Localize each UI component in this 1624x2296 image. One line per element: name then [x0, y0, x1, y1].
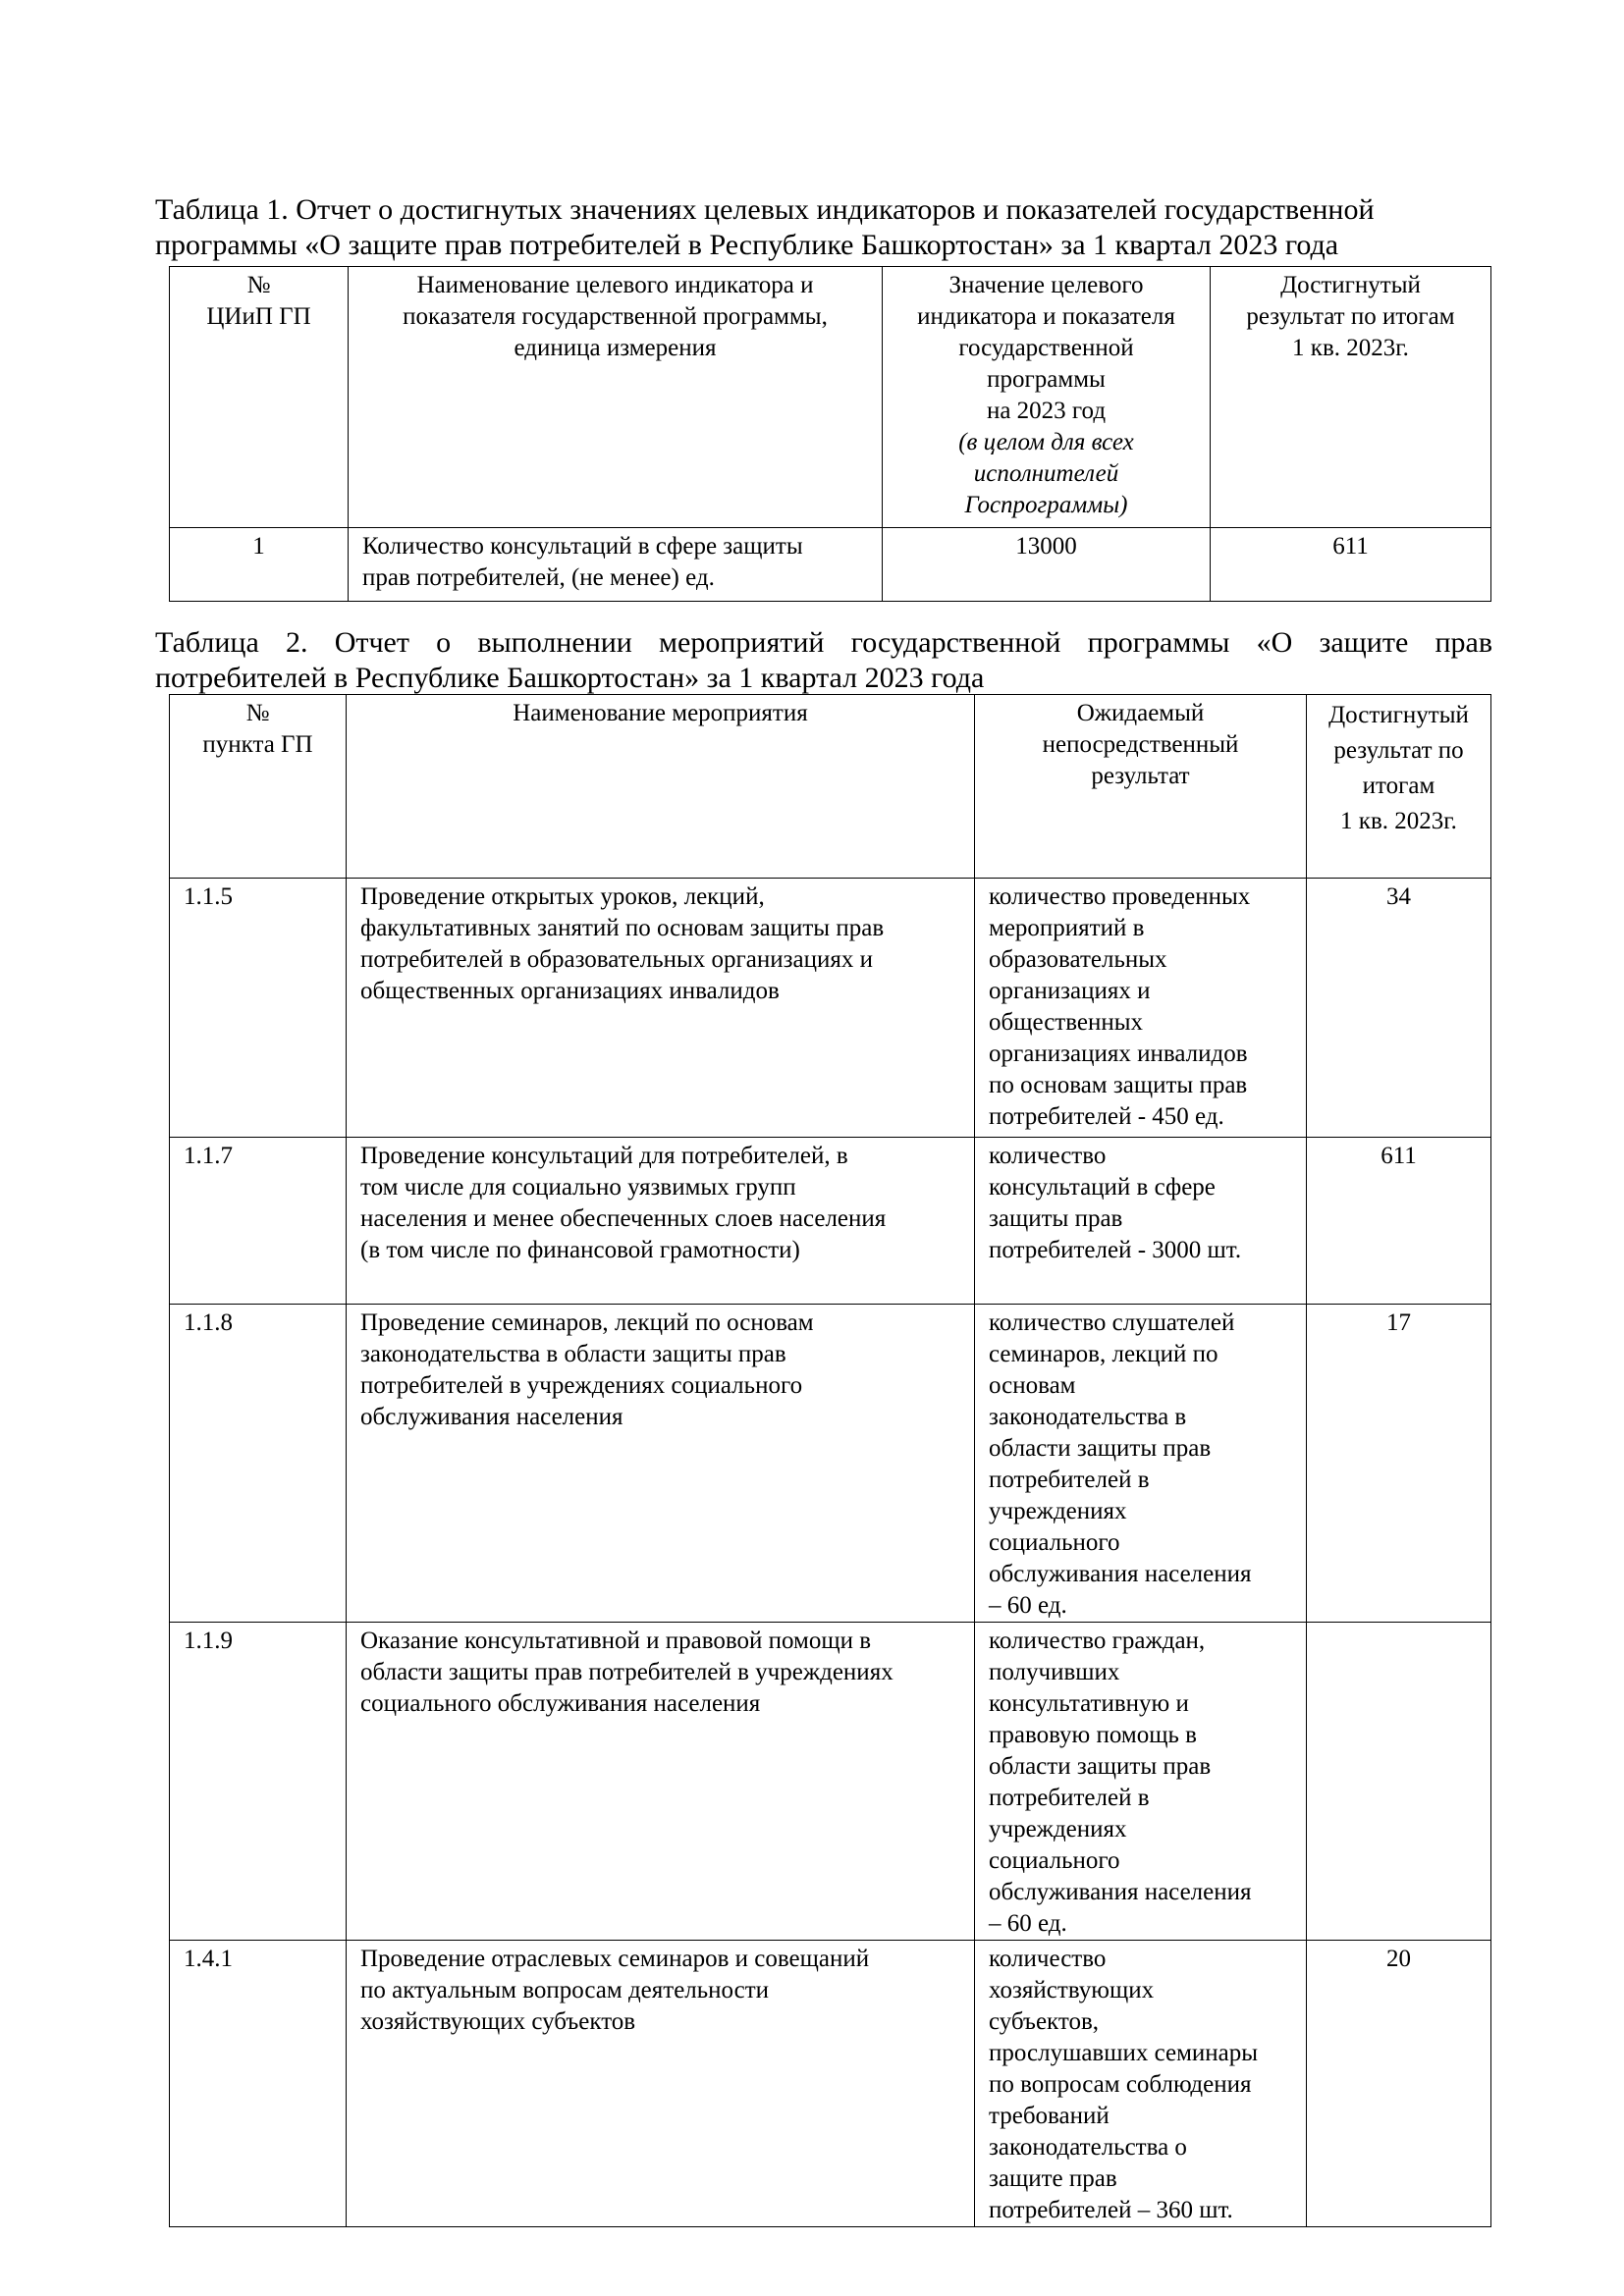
row-name	[349, 528, 883, 602]
table2-header-row	[170, 695, 1491, 879]
table1-caption-line1: Таблица 1. Отчет о достигнутых значениях целевых индикаторов и показателей государственной	[155, 193, 1375, 226]
cell-line: защите прав	[989, 2165, 1117, 2192]
table1-caption	[155, 192, 1492, 263]
cell-line: законодательства в области защиты прав	[360, 1341, 786, 1367]
cell-line: количество	[989, 1946, 1107, 1972]
cell-line: требований	[989, 2103, 1110, 2129]
cell-line: Количество консультаций в сфере защиты	[362, 533, 803, 560]
cell-line: консультативную и	[989, 1690, 1189, 1717]
header-text: №	[246, 272, 271, 298]
cell-line: Проведение семинаров, лекций по основам	[360, 1309, 814, 1336]
table2-header-name: Наименование мероприятия	[347, 695, 975, 879]
table-row	[170, 528, 1491, 602]
header-text: Достигнутый	[1280, 272, 1421, 298]
table2-header-expected	[975, 695, 1307, 879]
cell-line: учреждениях	[989, 1816, 1127, 1842]
cell-line: потребителей – 360 шт.	[989, 2197, 1233, 2223]
row-num: 1.1.9	[170, 1623, 347, 1941]
header-text: итогам	[1362, 773, 1435, 799]
row-expected	[975, 1941, 1307, 2227]
cell-line: (в том числе по финансовой грамотности)	[360, 1237, 800, 1263]
header-text: результат по	[1333, 737, 1464, 764]
cell-line: Проведение открытых уроков, лекций,	[360, 883, 765, 910]
cell-line: общественных организациях инвалидов	[360, 978, 780, 1004]
header-text: на 2023 год	[986, 398, 1107, 424]
header-text: программы	[987, 366, 1106, 393]
row-name	[347, 879, 975, 1138]
cell-line: области защиты прав потребителей в учреждениях	[360, 1659, 893, 1685]
header-text: Достигнутый	[1328, 702, 1469, 728]
cell-line: области защиты прав	[989, 1435, 1212, 1462]
header-text: Наименование целевого индикатора и	[416, 272, 814, 298]
row-result: 34	[1307, 879, 1491, 1138]
cell-line: обслуживания населения	[989, 1561, 1252, 1587]
cell-line: потребителей в	[989, 1785, 1150, 1811]
table1-header-num	[170, 267, 349, 528]
header-text: показателя государственной программы,	[403, 303, 828, 330]
cell-line: – 60 ед.	[989, 1910, 1067, 1937]
cell-line: хозяйствующих субъектов	[360, 2008, 636, 2035]
row-num: 1.4.1	[170, 1941, 347, 2227]
row-name	[347, 1138, 975, 1305]
row-num: 1.1.8	[170, 1305, 347, 1623]
header-note: (в целом для всех	[958, 429, 1134, 455]
cell-line: по актуальным вопросам деятельности	[360, 1977, 770, 2003]
cell-line: потребителей - 3000 шт.	[989, 1237, 1242, 1263]
cell-line: законодательства о	[989, 2134, 1187, 2161]
cell-line: консультаций в сфере	[989, 1174, 1216, 1201]
cell-line: Проведение отраслевых семинаров и совещаний	[360, 1946, 870, 1972]
row-expected	[975, 1623, 1307, 1941]
cell-line: организациях инвалидов	[989, 1041, 1248, 1067]
cell-line: количество	[989, 1143, 1107, 1169]
row-name	[347, 1941, 975, 2227]
header-text: №	[245, 700, 270, 726]
row-value: 13000	[883, 528, 1211, 602]
cell-line: количество граждан,	[989, 1628, 1206, 1654]
row-expected	[975, 879, 1307, 1138]
cell-line: потребителей - 450 ед.	[989, 1103, 1224, 1130]
cell-line: по вопросам соблюдения	[989, 2071, 1252, 2098]
cell-line: населения и менее обеспеченных слоев населения	[360, 1205, 887, 1232]
header-text: 1 кв. 2023г.	[1292, 335, 1409, 361]
cell-line: обслуживания населения	[360, 1404, 623, 1430]
cell-line: защиты прав	[989, 1205, 1123, 1232]
cell-line: образовательных	[989, 946, 1167, 973]
cell-line: Проведение консультаций для потребителей, в	[360, 1143, 848, 1169]
table1-header-name	[349, 267, 883, 528]
cell-line: общественных	[989, 1009, 1144, 1036]
cell-line: обслуживания населения	[989, 1879, 1252, 1905]
header-text: Значение целевого	[948, 272, 1144, 298]
cell-line: получивших	[989, 1659, 1120, 1685]
cell-line: прав потребителей, (не менее) ед.	[362, 564, 715, 591]
row-result: 611	[1211, 528, 1491, 602]
table1-header-row	[170, 267, 1491, 528]
row-result: 17	[1307, 1305, 1491, 1623]
cell-line: организациях и	[989, 978, 1151, 1004]
table-row	[170, 1941, 1491, 2227]
header-text: единица измерения	[514, 335, 717, 361]
table2-header-num	[170, 695, 347, 879]
row-name	[347, 1623, 975, 1941]
indicators-table	[169, 266, 1491, 602]
header-note: исполнителей	[973, 460, 1119, 487]
cell-line: правовую помощь в	[989, 1722, 1197, 1748]
header-note: Госпрограммы)	[964, 492, 1128, 518]
cell-line: законодательства в	[989, 1404, 1187, 1430]
table-row	[170, 1138, 1491, 1305]
cell-line: мероприятий в	[989, 915, 1145, 941]
cell-line: социального обслуживания населения	[360, 1690, 761, 1717]
cell-line: потребителей в учреждениях социального	[360, 1372, 803, 1399]
header-text: пункта ГП	[202, 731, 313, 758]
header-text: непосредственный	[1042, 731, 1239, 758]
cell-line: потребителей в образовательных организациях и	[360, 946, 874, 973]
cell-line: прослушавших семинары	[989, 2040, 1259, 2066]
activities-table	[169, 694, 1491, 2227]
cell-line: том числе для социально уязвимых групп	[360, 1174, 796, 1201]
cell-line: области защиты прав	[989, 1753, 1212, 1780]
header-text: индикатора и показателя	[917, 303, 1175, 330]
table1-header-result	[1211, 267, 1491, 528]
cell-line: хозяйствующих	[989, 1977, 1155, 2003]
row-num: 1.1.7	[170, 1138, 347, 1305]
header-text: результат по итогам	[1246, 303, 1455, 330]
row-name	[347, 1305, 975, 1623]
cell-line: субъектов,	[989, 2008, 1100, 2035]
cell-line: семинаров, лекций по	[989, 1341, 1218, 1367]
header-text: государственной	[958, 335, 1134, 361]
header-text: Ожидаемый	[1076, 700, 1205, 726]
cell-line: учреждениях	[989, 1498, 1127, 1524]
row-result: 20	[1307, 1941, 1491, 2227]
table1-header-value	[883, 267, 1211, 528]
row-result: 611	[1307, 1138, 1491, 1305]
header-text: 1 кв. 2023г.	[1340, 808, 1457, 834]
table-row	[170, 879, 1491, 1138]
row-expected	[975, 1305, 1307, 1623]
header-text: ЦИиП ГП	[206, 303, 311, 330]
cell-line: Оказание консультативной и правовой помощи в	[360, 1628, 872, 1654]
table2-header-result	[1307, 695, 1491, 879]
table-row	[170, 1305, 1491, 1623]
table1-caption-line2: программы «О защите прав потребителей в Республике Башкортостан» за 1 квартал 2023 года	[155, 229, 1339, 261]
header-text: результат	[1091, 763, 1190, 789]
cell-line: количество слушателей	[989, 1309, 1235, 1336]
cell-line: по основам защиты прав	[989, 1072, 1248, 1098]
cell-line: количество проведенных	[989, 883, 1251, 910]
table2-caption	[155, 625, 1492, 696]
cell-line: факультативных занятий по основам защиты прав	[360, 915, 885, 941]
row-num: 1	[170, 528, 349, 602]
row-expected	[975, 1138, 1307, 1305]
cell-line: социального	[989, 1847, 1120, 1874]
row-num: 1.1.5	[170, 879, 347, 1138]
cell-line: основам	[989, 1372, 1076, 1399]
table2-caption-line2: потребителей в Республике Башкортостан» за 1 квартал 2023 года	[155, 662, 985, 694]
row-result	[1307, 1623, 1491, 1941]
cell-line: потребителей в	[989, 1467, 1150, 1493]
table-row	[170, 1623, 1491, 1941]
table2-caption-line1: Таблица 2. Отчет о выполнении мероприятий государственной программы «О защите прав	[155, 626, 1492, 659]
cell-line: социального	[989, 1529, 1120, 1556]
cell-line: – 60 ед.	[989, 1592, 1067, 1619]
